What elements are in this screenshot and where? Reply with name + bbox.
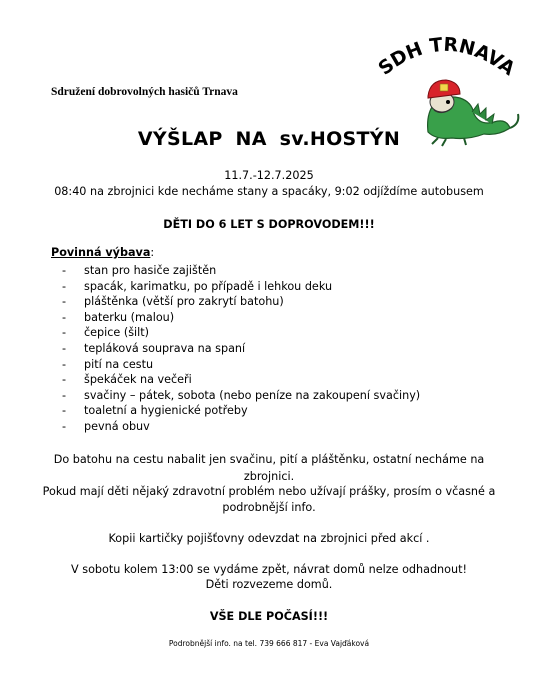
contact-footer: Podrobnější info. na tel. 739 666 817 - Eva Vajďáková [168,639,370,648]
age-warning: DĚTI DO 6 LET S DOPROVODEM!!! [163,218,375,231]
list-item: - stan pro hasiče zajištěn [62,264,217,277]
health-note-line1: Pokud mají děti nějaký zdravotní problém nebo užívají prášky, prosím o včasné a [42,485,496,498]
list-item: - špekáček na večeři [62,373,192,387]
weather-note: VŠE DLE POČASÍ!!! [209,610,329,623]
organization-name: Sdružení dobrovolných hasičů Trnava [51,86,238,98]
list-item: - pevná obuv [62,419,150,433]
list-item: - čepice (šilt) [62,326,149,340]
equipment-heading [51,246,154,259]
packing-note-line2: zbrojnici. [243,470,295,483]
page-title: VÝŠLAP NA sv.HOSTÝN [137,128,401,150]
list-item: - pláštěnka (větší pro zakrytí batohu) [62,295,284,309]
list-item: - toaletní a hygienické potřeby [62,404,248,418]
equipment-list [62,263,420,435]
insurance-note: Kopii kartičky pojišťovny odevzdat na zbrojnici před akcí . [108,532,430,545]
equipment-colon: : [150,246,155,259]
list-item: - pití na cestu [62,357,154,371]
meeting-info: 08:40 na zbrojnici kde necháme stany a spacáky, 9:02 odjíždíme autobusem [54,185,484,198]
event-dates: 11.7.-12.7.2025 [224,169,314,182]
health-note-line2: podrobnější info. [222,501,316,514]
list-item: - tepláková souprava na spaní [62,341,246,355]
list-item: - baterku (malou) [62,310,175,324]
list-item: - spacák, karimatku, po případě i lehkou deku [62,279,333,293]
list-item: - svačiny – pátek, sobota (nebo peníze na zakoupení svačiny) [62,388,421,402]
packing-note-line1: Do batohu na cestu nabalit jen svačinu, pití a pláštěnku, ostatní necháme na [53,453,485,466]
logo-text: SDH TRNAVA [374,33,520,81]
return-note-line1: V sobotu kolem 13:00 se vydáme zpět, návrat domů nelze odhadnout! [71,563,467,576]
equipment-label: Povinná výbava [51,246,151,259]
return-note-line2: Děti rozvezeme domů. [205,578,333,591]
